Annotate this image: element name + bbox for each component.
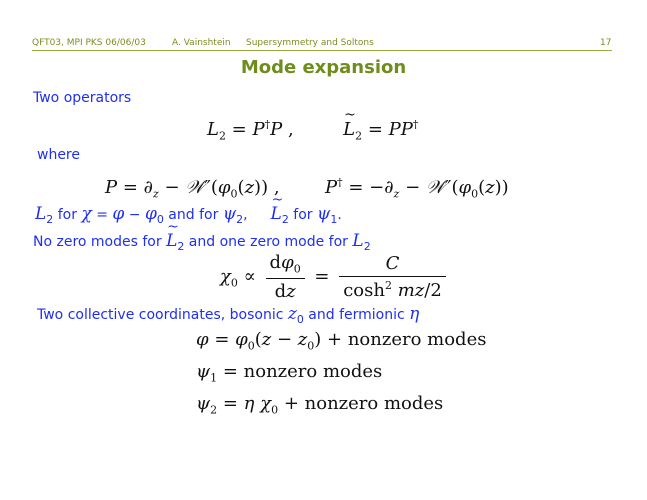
text-where: where xyxy=(37,147,80,163)
text-collective-coordinates: Two collective coordinates, bosonic $z_0$ and fermionic η xyxy=(37,304,420,326)
header-conference: QFT03, MPI PKS 06/06/03 xyxy=(32,38,146,48)
header-rule xyxy=(32,50,612,51)
equation-psi1-expansion: $\psi_1$ = nonzero modes xyxy=(196,361,383,385)
text-operator-assignment: $L_2$ for $\chi = \varphi - \varphi_0$ and for $\psi_2$, ~ $L_2$ for $\psi_1$. xyxy=(35,204,342,226)
header-author: A. Vainshtein xyxy=(172,38,231,48)
text-two-operators: Two operators xyxy=(33,90,132,106)
header-talk-title: Supersymmetry and Soltons xyxy=(246,38,374,48)
text-zero-modes: No zero modes for ~ $L_2$ and one zero mode for $L_2$ xyxy=(33,231,371,253)
equation-psi2-expansion: $\psi_2 = \eta$ $\chi_0$ + nonzero modes xyxy=(196,393,444,417)
equation-operators: $L_2 = P^\dagger P$ , ~ $L_2 = PP^\dagger$ xyxy=(207,118,418,143)
page-number: 17 xyxy=(600,38,612,48)
equation-p-definition: $P = \partial_z$ − $𝒲''(\varphi_0(z))$ , $P^\dagger = -\partial_z$ − $𝒲''(\varphi_0(z))$ xyxy=(105,176,509,201)
equation-chi0: $\chi_0$ ∝ $\frac{d\varphi_0}{dz}$ = $\frac{C}{\cosh^2 mz/2}$ xyxy=(220,252,450,302)
equation-phi-expansion: $\varphi = \varphi_0(z - z_0)$ + nonzero modes xyxy=(196,329,487,353)
slide-title: Mode expansion xyxy=(240,57,407,78)
